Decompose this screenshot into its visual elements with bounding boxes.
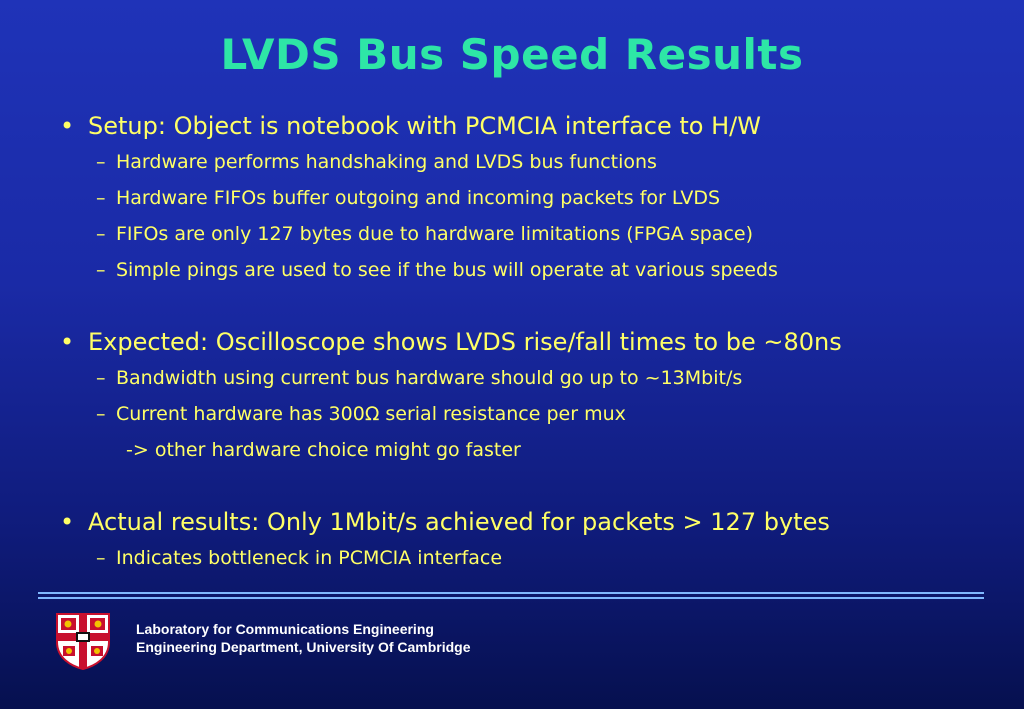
footer-divider: [38, 592, 984, 599]
sub-item: [60, 360, 1000, 396]
cambridge-crest-icon: [55, 612, 111, 670]
sub-item-text: Hardware FIFOs buffer outgoing and incoming packets for LVDS: [116, 187, 721, 209]
dash-mark: –: [96, 151, 106, 173]
sub-item-text: Indicates bottleneck in PCMCIA interface: [116, 547, 503, 569]
sub-item-text: Hardware performs handshaking and LVDS bus functions: [116, 151, 657, 173]
spacer: [60, 468, 1000, 504]
sub-item-text: Current hardware has 300Ω serial resistance per mux: [116, 403, 626, 425]
bullet-dot: •: [60, 112, 75, 140]
bullet-text: Setup: Object is notebook with PCMCIA interface to H/W: [88, 112, 761, 140]
slide-content: [60, 108, 1000, 576]
dash-mark: –: [96, 187, 106, 209]
dash-mark: –: [96, 367, 106, 389]
sub-item: [60, 252, 1000, 288]
spacer: [60, 288, 1000, 324]
bullet-text: Expected: Oscilloscope shows LVDS rise/fall times to be ~80ns: [88, 328, 842, 356]
sub-item-text: Simple pings are used to see if the bus will operate at various speeds: [116, 259, 778, 281]
sub-item: [60, 144, 1000, 180]
dash-mark: –: [96, 259, 106, 281]
continuation-line: -> other hardware choice might go faster: [126, 439, 521, 461]
sub-item: [60, 396, 1000, 432]
bullet-actual: [60, 504, 1000, 540]
sub-item-text: Bandwidth using current bus hardware should go up to ~13Mbit/s: [116, 367, 743, 389]
bullet-expected: [60, 324, 1000, 360]
bullet-setup: [60, 108, 1000, 144]
slide-title: LVDS Bus Speed Results: [220, 30, 804, 79]
footer-department: Engineering Department, University Of Cambridge: [136, 639, 471, 655]
footer-lab-name: Laboratory for Communications Engineering: [136, 621, 434, 637]
dash-mark: –: [96, 223, 106, 245]
dash-mark: –: [96, 403, 106, 425]
bullet-text: Actual results: Only 1Mbit/s achieved for packets > 127 bytes: [88, 508, 830, 536]
sub-item: [60, 216, 1000, 252]
sub-item-text: FIFOs are only 127 bytes due to hardware limitations (FPGA space): [116, 223, 753, 245]
dash-mark: –: [96, 547, 106, 569]
footer-text: [136, 620, 471, 656]
bullet-dot: •: [60, 328, 75, 356]
bullet-dot: •: [60, 508, 75, 536]
sub-item: [60, 180, 1000, 216]
sub-item: [60, 540, 1000, 576]
